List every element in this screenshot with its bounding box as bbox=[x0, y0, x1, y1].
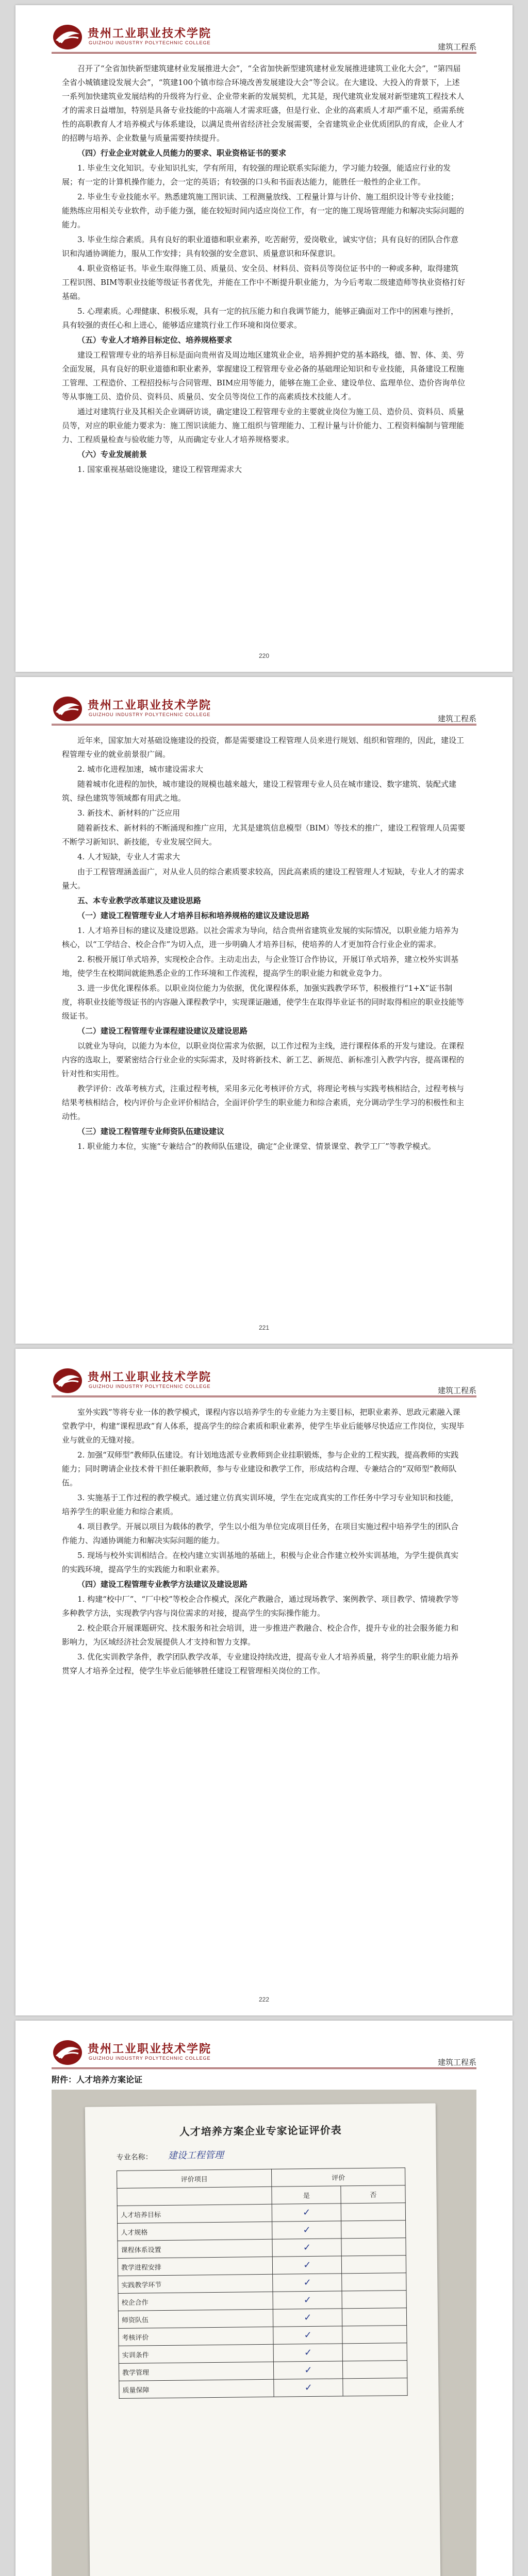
evaluation-mark-cell: ✓ bbox=[272, 2256, 342, 2274]
school-name-cn: 贵州工业职业技术学院 bbox=[88, 699, 212, 712]
body-paragraph: 通过对建筑行业及其相关企业调研访谈，确定建设工程管理专业的主要就业岗位为施工员、造价员、资料员、质量员等，对应的职业能力要求为：施工图识读能力、施工组织与管理能力、工程计量与计价能力、工程资料编制与管理能力、工程质量检查与验收能力等，从而确定专业人才培养规格要求。 bbox=[62, 407, 465, 444]
school-logo-icon bbox=[52, 2038, 84, 2067]
body-paragraph: 4. 人才短缺，专业人才需求大 bbox=[77, 852, 180, 861]
evaluation-table bbox=[117, 2167, 408, 2399]
document-page-3 bbox=[15, 1349, 513, 2015]
evaluation-mark-cell: ✓ bbox=[272, 2221, 342, 2239]
specialty-handwritten: 建设工程管理 bbox=[168, 2149, 224, 2161]
evaluation-mark-cell bbox=[342, 2256, 406, 2274]
section-heading: （六）专业发展前景 bbox=[77, 450, 147, 459]
body-paragraph: 5. 现场与校外实训相结合。在校内建立实训基地的基础上，积极与企业合作建立校外实训基地，为学生提供真实的实践环境，提高学生的实践能力和职业素养。 bbox=[62, 1551, 459, 1574]
evaluation-mark-cell: ✓ bbox=[273, 2326, 343, 2344]
body-paragraph: 2. 城市化进程加速，城市建设需求大 bbox=[77, 765, 204, 774]
department-label: 建筑工程系 bbox=[437, 2058, 476, 2067]
table-row bbox=[118, 2221, 406, 2241]
evaluation-mark-cell: ✓ bbox=[273, 2309, 342, 2327]
evaluation-mark-cell: ✓ bbox=[273, 2344, 343, 2362]
section-heading: （三）建设工程管理专业师资队伍建设建议 bbox=[77, 1127, 225, 1136]
evaluation-mark-cell: ✓ bbox=[274, 2379, 343, 2397]
evaluation-mark-cell: ✓ bbox=[272, 2204, 341, 2222]
body-paragraph: 建设工程管理专业的培养目标是面向贵州省及周边地区建筑业企业，培养拥护党的基本路线，德、智、体、美、劳全面发展，具有良好的职业道德和职业素养，掌握建设工程管理专业必备的基础理论知识和专业技能，具备建设工程施工管理、工程造价、工程招投标与合同管理、BIM应用等能力，能够在施工企业、建设单位、监理单位、造价咨询单位等从事施工员、造价员、资料员、质量员、安全员等岗位工作的高素质技术技能人才。 bbox=[62, 350, 466, 401]
scanned-photo bbox=[52, 2090, 476, 2576]
body-paragraph: 1. 构建“校中厂”、“厂中校”等校企合作模式，深化产教融合，通过现场教学、案例教学、项目教学、情境教学等多种教学方法，实现教学内容与岗位需求的对接，提高学生的实际操作能力。 bbox=[62, 1595, 459, 1618]
body-paragraph: 4. 项目教学。开展以项目为载体的教学，学生以小组为单位完成项目任务，在项目实施过程中培养学生的团队合作能力、沟通协调能力和解决实际问题的能力。 bbox=[62, 1522, 459, 1545]
evaluation-mark-cell bbox=[342, 2326, 407, 2344]
body-paragraph: 4. 职业资格证书。毕业生取得施工员、质量员、安全员、材料员、资料员等岗位证书中的一种或多种，取得建筑工程识图、BIM等职业技能等级证书者优先，并能在工作中不断提升职业能力，为今后考取二级建造师等执业资格打好基础。 bbox=[62, 264, 466, 301]
evaluation-item-cell: 课程体系设置 bbox=[118, 2239, 272, 2258]
evaluation-mark-cell bbox=[343, 2361, 407, 2379]
page-body bbox=[62, 734, 466, 1155]
evaluation-item-cell: 人才培养目标 bbox=[117, 2204, 272, 2223]
school-name-cn: 贵州工业职业技术学院 bbox=[88, 27, 212, 40]
evaluation-sheet bbox=[85, 2103, 441, 2576]
body-paragraph: 3. 毕业生综合素质。具有良好的职业道德和职业素养，吃苦耐劳，爱岗敬业，诚实守信；具有良好的团队合作意识和沟通协调能力，服从工作安排；具有较强的安全意识、质量意识和环保意识。 bbox=[62, 235, 459, 258]
document-page-2 bbox=[15, 677, 513, 1344]
evaluation-mark-cell bbox=[343, 2343, 407, 2361]
table-row bbox=[117, 2203, 405, 2224]
evaluation-mark-cell: ✓ bbox=[273, 2274, 342, 2292]
table-row bbox=[119, 2343, 407, 2364]
page-body bbox=[62, 62, 466, 478]
body-paragraph: 2. 毕业生专业技能水平。熟悉建筑施工图识读、工程测量放线、工程量计算与计价、施工组织设计等专业技能；能熟练应用相关专业软件，动手能力强，能在较短时间内适应岗位工作，有一定的施工现场管理能力和解决实际问题的能力。 bbox=[62, 192, 465, 229]
evaluation-item-cell: 实训条件 bbox=[119, 2344, 273, 2363]
table-cell bbox=[117, 2187, 272, 2206]
evaluation-item-cell: 质量保障 bbox=[119, 2379, 274, 2398]
body-paragraph: 3. 新技术、新材料的广泛应用 bbox=[77, 808, 180, 818]
school-logo-icon bbox=[52, 694, 84, 723]
section-heading: （五）专业人才培养目标定位、培养规格要求 bbox=[77, 335, 233, 345]
table-cell: 否 bbox=[341, 2185, 405, 2204]
body-paragraph: 1. 国家重视基础设施建设，建设工程管理需求大 bbox=[77, 465, 242, 474]
school-logo-icon bbox=[52, 1366, 84, 1395]
body-paragraph: 近年来，国家加大对基础设施建设的投资，都是需要建设工程管理人员来进行规划、组织和管理的，因此，建设工程管理专业的就业前景很广阔。 bbox=[62, 736, 465, 759]
body-paragraph: 1. 人才培养目标的建议及建设思路。以社会需求为导向，结合贵州省建筑业发展的实际情况，以职业能力培养为核心，以“工学结合、校企合作”为切入点，进一步明确人才培养目标，使培养的人才更加符合行业企业的需求。 bbox=[62, 926, 459, 949]
section-heading: （四）建设工程管理专业教学方法建议及建设思路 bbox=[77, 1580, 248, 1589]
section-heading: 五、本专业教学改革建议及建设思路 bbox=[77, 896, 202, 905]
running-header bbox=[52, 1364, 476, 1397]
body-paragraph: 由于工程管理涵盖面广，对从业人员的综合素质要求较高，因此高素质的建设工程管理人才短缺，专业人才的需求量大。 bbox=[62, 867, 465, 890]
evaluation-mark-cell bbox=[341, 2203, 406, 2221]
body-paragraph: 以就业为导向，以能力为本位，以职业岗位需求为依据，以工作过程为主线，进行课程体系的开发与建设。在课程内容的选取上，要紧密结合行业企业的实际需求，及时将新技术、新工艺、新规范、新标准引入教学内容，提高课程的针对性和实用性。 bbox=[62, 1041, 465, 1078]
school-name-en: GUIZHOU INDUSTRY POLYTECHNIC COLLEGE bbox=[89, 712, 211, 717]
page-number: 222 bbox=[258, 1996, 270, 2003]
body-paragraph: 随着城市化进程的加快，城市建设的规模也越来越大，建设工程管理专业人员在城市建设、数字建筑、装配式建筑、绿色建筑等领域都有用武之地。 bbox=[62, 779, 457, 803]
body-paragraph: 2. 积极开展订单式培养，实现校企合作。主动走出去，与企业签订合作协议，开展订单式培养，建立校外实训基地，使学生在校期间就能熟悉企业的工作环境和工作流程，提高学生的职业能力和就业竞争力。 bbox=[62, 955, 459, 978]
evaluation-mark-cell bbox=[342, 2273, 406, 2291]
evaluation-item-cell: 人才规格 bbox=[118, 2222, 272, 2241]
table-subheader-row bbox=[117, 2185, 405, 2206]
evaluation-item-cell: 教学进程安排 bbox=[118, 2257, 272, 2276]
evaluation-item-cell: 师资队伍 bbox=[118, 2309, 273, 2328]
evaluation-mark-cell bbox=[341, 2221, 406, 2239]
body-paragraph: 3. 优化实训教学条件，教学团队教学改革，专业建设持续改进，提高专业人才培养质量，将学生的职业能力培养贯穿人才培养全过程，使学生毕业后能够胜任建设工程管理相关岗位的工作。 bbox=[62, 1652, 459, 1675]
document-page-4 bbox=[15, 2021, 513, 2576]
evaluation-mark-cell: ✓ bbox=[272, 2239, 342, 2257]
evaluation-mark-cell bbox=[342, 2308, 407, 2326]
running-header bbox=[52, 21, 476, 54]
body-paragraph: 随着新技术、新材料的不断涌现和推广应用，尤其是建筑信息模型（BIM）等技术的推广，建设工程管理人员需要不断学习新知识、新技能，专业发展空间大。 bbox=[62, 823, 466, 846]
table-row bbox=[119, 2378, 407, 2399]
body-paragraph: 召开了“全省加快新型建筑建材业发展推进大会”，“全省加快新型建筑建材业发展推进建筑工业化大会”，“第四届全省小城镇建设发展大会”，“筑建100个镇市综合环境改善发展建设大会”等会议。在大建设、大投入的背景下，上述一系列加快建筑业发展结构的升级将为行业、企业带来新的发展契机，尤其是，现代建筑业发展对新型建筑工程技术人才的需求日益增加，特别是具备专业技能的中高端人才需求旺盛，但是行业、企业的高素质人才却严重不足，亟需系统性的高职教育人才培养模式与体系建设，以满足贵州省经济社会发展需要，全省建筑业企业优质团队的育成，企业人才的招聘与培养、企业数量与质量需要持续提升。 bbox=[62, 64, 465, 143]
section-heading: （四）行业企业对就业人员能力的要求、职业资格证书的要求 bbox=[77, 148, 287, 158]
school-name-en: GUIZHOU INDUSTRY POLYTECHNIC COLLEGE bbox=[89, 1384, 211, 1389]
school-name-cn: 贵州工业职业技术学院 bbox=[88, 1370, 212, 1384]
body-paragraph: 1. 职业能力本位，实施“专兼结合”的教师队伍建设，确定“企业课堂、情景课堂、教学工厂”等教学模式。 bbox=[77, 1142, 436, 1151]
body-paragraph: 室外实践”等将专业一体的教学模式，课程内容以培养学生的专业能力为主要目标，把职业素养、思政元素融入课堂教学中，构建“课程思政”育人体系，提高学生的综合素质和职业素养，使学生毕业后能够尽快适应工作岗位，实现毕业与就业的无缝对接。 bbox=[62, 1408, 465, 1445]
running-header bbox=[52, 692, 476, 725]
body-paragraph: 教学评价：改革考核方式，注重过程考核，采用多元化考核评价方式，将理论考核与实践考核相结合，过程考核与结果考核相结合，校内评价与企业评价相结合，全面评价学生的职业能力和综合素质，充分调动学生学习的积极性和主动性。 bbox=[62, 1084, 465, 1121]
evaluation-item-cell: 考核评价 bbox=[119, 2327, 273, 2346]
evaluation-mark-cell: ✓ bbox=[273, 2291, 342, 2309]
evaluation-mark-cell: ✓ bbox=[273, 2361, 343, 2379]
department-label: 建筑工程系 bbox=[437, 42, 476, 52]
department-label: 建筑工程系 bbox=[437, 1386, 476, 1395]
section-heading: （二）建设工程管理专业课程建设建议及建设思路 bbox=[77, 1026, 248, 1036]
page-number: 221 bbox=[258, 1324, 270, 1331]
body-paragraph: 5. 心理素质。心理健康、积极乐观，具有一定的抗压能力和自我调节能力，能够正确面对工作中的困难与挫折，具有较强的责任心和上进心，能够适应建筑行业工作环境和岗位要求。 bbox=[62, 307, 459, 330]
evaluation-mark-cell bbox=[343, 2378, 407, 2396]
section-heading: （一）建设工程管理专业人才培养目标和培养规格的建议及建设思路 bbox=[77, 911, 310, 920]
attachment-label: 附件：人才培养方案论证 bbox=[52, 2075, 143, 2084]
evaluation-item-cell: 实践教学环节 bbox=[118, 2274, 273, 2293]
school-name-en: GUIZHOU INDUSTRY POLYTECHNIC COLLEGE bbox=[89, 40, 211, 45]
school-logo-icon bbox=[52, 23, 84, 52]
body-paragraph: 3. 实施基于工作过程的教学模式。通过建立仿真实训环境，学生在完成真实的工作任务中学习专业知识和技能，培养学生的职业能力和综合素质。 bbox=[62, 1493, 459, 1516]
table-row bbox=[119, 2361, 407, 2381]
specialty-label: 专业名称： bbox=[116, 2153, 153, 2162]
running-header bbox=[52, 2036, 476, 2069]
body-paragraph: 3. 进一步优化课程体系。以职业岗位能力为依据，优化课程体系，加强实践教学环节，积极推行“1+X”证书制度，将职业技能等级证书的内容融入课程教学中，实现课证融通，使学生在取得毕业证书的同时取得相应的职业技能等级证书。 bbox=[62, 984, 465, 1021]
page-body bbox=[62, 1405, 466, 1679]
evaluation-item-cell: 校企合作 bbox=[118, 2292, 273, 2311]
school-name-en: GUIZHOU INDUSTRY POLYTECHNIC COLLEGE bbox=[89, 2056, 211, 2061]
body-paragraph: 2. 校企联合开展课题研究、技术服务和社会培训，进一步推进产教融合、校企合作，提升专业的社会服务能力和影响力，为区域经济社会发展提供人才支持和智力支撑。 bbox=[62, 1623, 459, 1647]
table-row bbox=[119, 2326, 407, 2346]
evaluation-mark-cell bbox=[342, 2291, 406, 2309]
department-label: 建筑工程系 bbox=[437, 714, 476, 723]
evaluation-item-cell: 教学管理 bbox=[119, 2362, 273, 2381]
evaluation-mark-cell bbox=[341, 2238, 406, 2256]
table-header-cell: 评价 bbox=[272, 2168, 405, 2187]
sheet-title: 人才培养方案企业专家论证评价表 bbox=[179, 2124, 342, 2138]
page-number: 220 bbox=[258, 652, 270, 659]
body-paragraph: 2. 加强“双师型”教师队伍建设。有计划地选派专业教师到企业挂职锻炼，参与企业的工程实践，提高教师的实践能力；同时聘请企业技术骨干担任兼职教师，参与专业建设和教学工作，形成结构合理、专兼结合的“双师型”教师队伍。 bbox=[62, 1450, 459, 1487]
body-paragraph: 1. 毕业生文化知识。专业知识扎实，学有所用，有较强的理论联系实际能力，学习能力较强，能适应行业的发展；有一定的计算机操作能力，会一定的英语；有较强的口头和书面表达能力，能胜任一般性的企业工作。 bbox=[62, 163, 451, 187]
table-header-cell: 评价项目 bbox=[117, 2169, 272, 2188]
table-cell: 是 bbox=[272, 2186, 341, 2204]
school-name-cn: 贵州工业职业技术学院 bbox=[88, 2042, 212, 2056]
table-header-row bbox=[117, 2168, 405, 2189]
document-page-1 bbox=[15, 5, 513, 672]
